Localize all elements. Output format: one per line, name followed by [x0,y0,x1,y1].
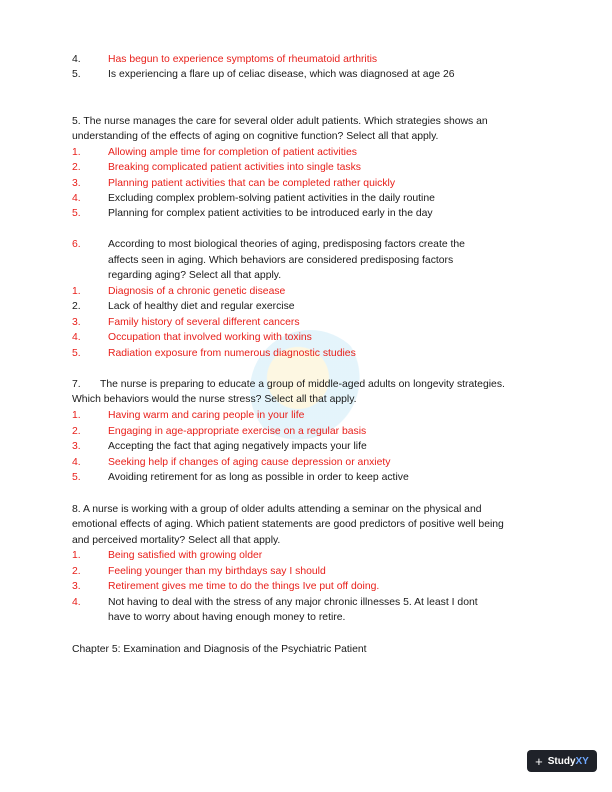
option-number: 3. [72,441,81,452]
option-number: 1. [72,410,81,421]
brand-main: Study [547,755,576,767]
studyxy-badge[interactable] [527,750,597,772]
option-text-correct: Being satisfied with growing older [108,550,263,561]
option-number: 1. [72,147,81,158]
option-text-continuation: have to worry about having enough money to retire. [108,612,346,623]
option-text-correct: Engaging in age-appropriate exercise on a regular basis [108,426,367,437]
question-7-stem: Which behaviors would the nurse stress? Select all that apply. [72,394,357,405]
question-6-stem: regarding aging? Select all that apply. [108,270,282,281]
option-number: 2. [72,566,81,577]
question-7-number: 7. [72,379,81,390]
option-text-correct: Seeking help if changes of aging cause depression or anxiety [108,457,391,468]
option-text-correct: Family history of several different cancers [108,317,300,328]
option-text: Planning for complex patient activities to be introduced early in the day [108,208,433,219]
plus-icon: + [535,753,543,769]
option-number: 4. [72,193,81,204]
brand-accent: XY [575,755,589,767]
option-number: 5. [72,348,81,359]
option-text: Excluding complex problem-solving patient activities in the daily routine [108,193,435,204]
question-6-stem: affects seen in aging. Which behaviors are considered predisposing factors [108,255,454,266]
option-text-correct: Retirement gives me time to do the things Ive put off doing. [108,581,380,592]
option-text: Not having to deal with the stress of any major chronic illnesses 5. At least I dont [108,597,478,608]
option-number: 5. [72,472,81,483]
question-6-number: 6. [72,239,81,250]
question-8-stem: emotional effects of aging. Which patient statements are good predictors of positive well being [72,519,504,530]
option-number: 2. [72,162,81,173]
option-text-correct: Breaking complicated patient activities into single tasks [108,162,361,173]
option-number: 4. [72,597,81,608]
option-text-correct: Having warm and caring people in your life [108,410,305,421]
option-text-correct: Planning patient activities that can be completed rather quickly [108,178,396,189]
option-number: 2. [72,426,81,437]
option-text: Lack of healthy diet and regular exercise [108,301,295,312]
question-7-stem: The nurse is preparing to educate a group of middle-aged adults on longevity strategies. [100,379,505,390]
option-text: Accepting the fact that aging negatively impacts your life [108,441,367,452]
question-6-stem: According to most biological theories of aging, predisposing factors create the [108,239,465,250]
option-number: 5. [72,208,81,219]
option-number: 5. [72,69,81,80]
option-number: 3. [72,178,81,189]
option-text: Is experiencing a flare up of celiac disease, which was diagnosed at age 26 [108,69,455,80]
chapter-heading: Chapter 5: Examination and Diagnosis of the Psychiatric Patient [72,644,367,655]
option-number: 4. [72,457,81,468]
option-text-correct: Has begun to experience symptoms of rheumatoid arthritis [108,54,378,65]
question-5-stem: understanding of the effects of aging on cognitive function? Select all that apply. [72,131,439,142]
option-number: 2. [72,301,81,312]
brand-name [548,756,589,767]
question-5-stem: 5. The nurse manages the care for several older adult patients. Which strategies shows an [72,116,488,127]
question-8-stem: 8. A nurse is working with a group of older adults attending a seminar on the physical and [72,504,482,515]
option-text-correct: Radiation exposure from numerous diagnostic studies [108,348,356,359]
option-text-correct: Diagnosis of a chronic genetic disease [108,286,286,297]
option-number: 1. [72,550,81,561]
question-8-stem: and perceived mortality? Select all that apply. [72,535,281,546]
option-text-correct: Feeling younger than my birthdays say I should [108,566,326,577]
option-text: Avoiding retirement for as long as possible in order to keep active [108,472,409,483]
option-text-correct: Allowing ample time for completion of patient activities [108,147,357,158]
option-number: 4. [72,54,81,65]
option-number: 3. [72,317,81,328]
option-number: 4. [72,332,81,343]
option-number: 3. [72,581,81,592]
option-number: 1. [72,286,81,297]
option-text-correct: Occupation that involved working with toxins [108,332,312,343]
